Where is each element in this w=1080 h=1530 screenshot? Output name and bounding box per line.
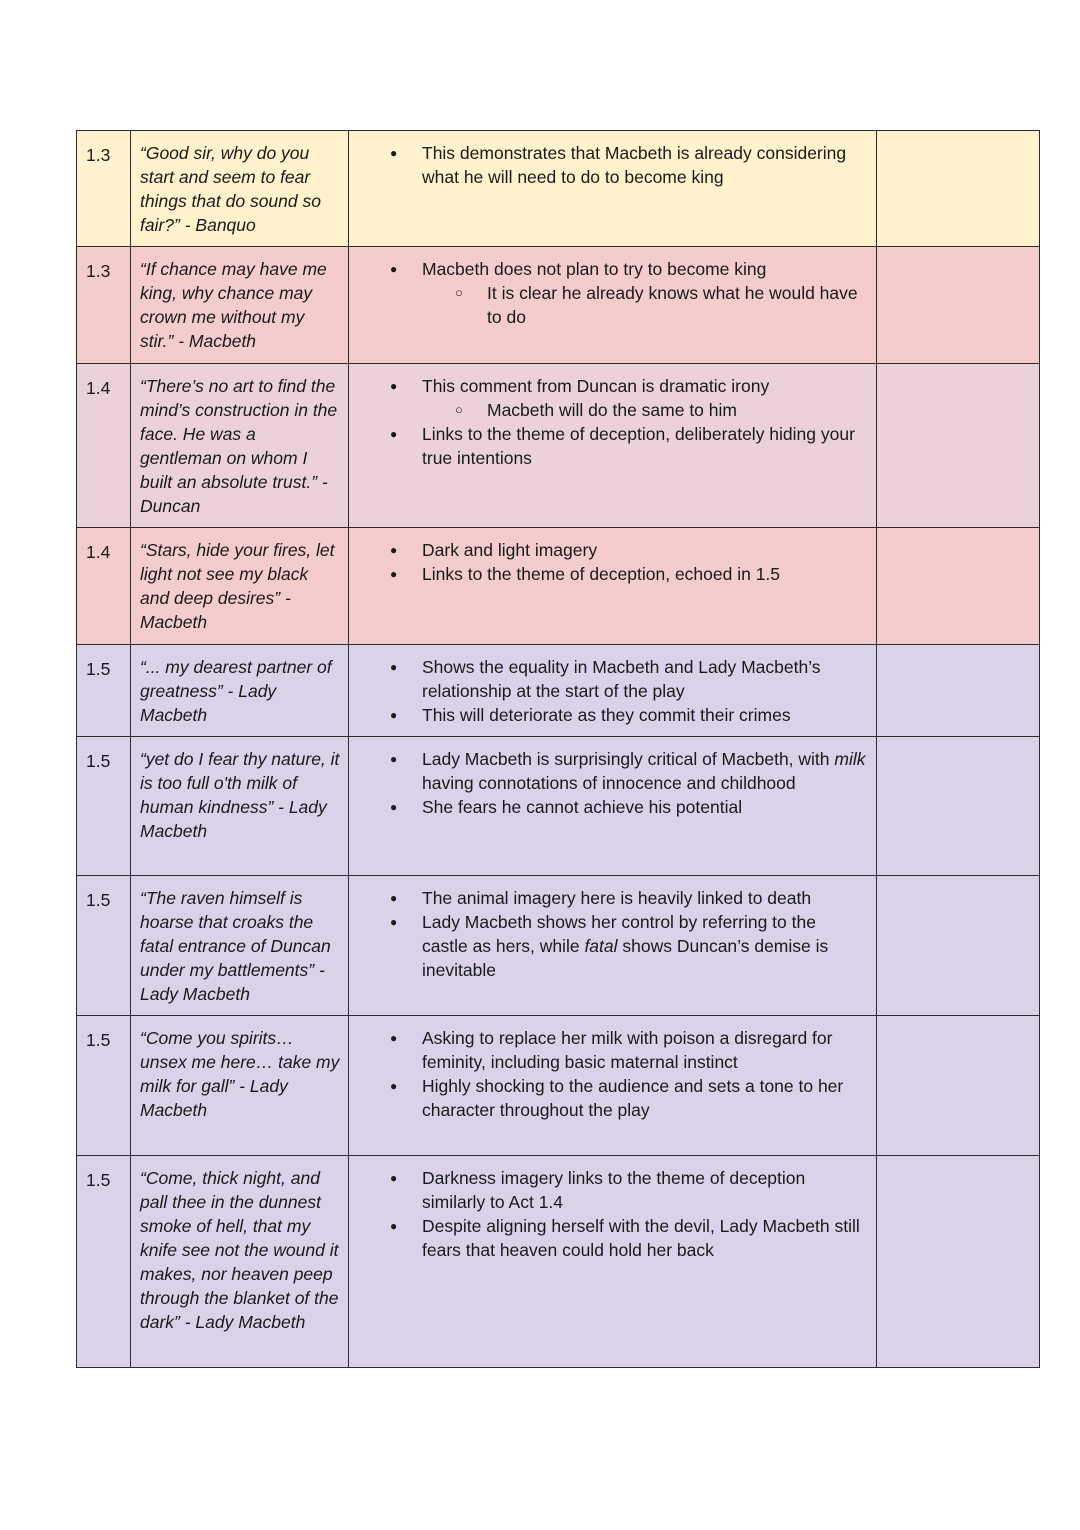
- analysis-bullet: [349, 422, 866, 470]
- bullet-text: Dark and light imagery: [422, 540, 598, 560]
- bullet-text: This demonstrates that Macbeth is already considering what he will need to do to become king: [422, 143, 847, 187]
- scene-cell: 1.3: [77, 247, 131, 364]
- sub-bullet-list: [422, 398, 866, 422]
- bullet-text: Despite aligning herself with the devil, Lady Macbeth still fears that heaven could hold her back: [422, 1216, 860, 1260]
- analysis-bullet: [349, 1026, 866, 1074]
- analysis-bullet: [349, 538, 866, 562]
- bullet-text: Lady Macbeth is surprisingly critical of Macbeth, with: [422, 749, 835, 769]
- empty-cell: [877, 247, 1040, 364]
- analysis-cell: [349, 1016, 877, 1156]
- empty-cell: [877, 737, 1040, 876]
- scene-cell: 1.3: [77, 131, 131, 247]
- analysis-bullet: [349, 141, 866, 189]
- analysis-bullet: [349, 374, 866, 422]
- empty-cell: [877, 1156, 1040, 1368]
- quote-cell: “The raven himself is hoarse that croaks the fatal entrance of Duncan under my battlements” - Lady Macbeth: [131, 876, 349, 1016]
- analysis-bullet-list: [349, 141, 866, 189]
- scene-cell: 1.5: [77, 737, 131, 876]
- quote-cell: “There’s no art to find the mind’s construction in the face. He was a gentleman on whom I built an absolute trust.” - Duncan: [131, 364, 349, 528]
- analysis-bullet-list: [349, 374, 866, 470]
- analysis-bullet-list: [349, 257, 866, 329]
- analysis-bullet: [349, 562, 866, 586]
- empty-cell: [877, 645, 1040, 737]
- bullet-text: Lady Macbeth shows her control by referring to the castle as hers, while: [422, 912, 816, 956]
- analysis-cell: [349, 247, 877, 364]
- table-row: [77, 737, 1040, 876]
- table-row: [77, 876, 1040, 1016]
- bullet-text: This will deteriorate as they commit their crimes: [422, 705, 791, 725]
- bullet-text: Macbeth does not plan to try to become king: [422, 259, 767, 279]
- analysis-bullet: [349, 1214, 866, 1262]
- emphasis-text: fatal: [584, 936, 618, 956]
- bullet-text: having connotations of innocence and childhood: [422, 773, 796, 793]
- analysis-bullet-list: [349, 655, 866, 727]
- bullet-text: shows Duncan’s demise is inevitable: [422, 936, 829, 980]
- table-row: [77, 247, 1040, 364]
- scene-cell: 1.5: [77, 1156, 131, 1368]
- table-row: [77, 1016, 1040, 1156]
- bullet-text: Links to the theme of deception, deliberately hiding your true intentions: [422, 424, 855, 468]
- table-row: [77, 645, 1040, 737]
- quote-cell: “Come you spirits… unsex me here… take my milk for gall” - Lady Macbeth: [131, 1016, 349, 1156]
- analysis-bullet-list: [349, 538, 866, 586]
- scene-cell: 1.5: [77, 1016, 131, 1156]
- bullet-text: The animal imagery here is heavily linked to death: [422, 888, 812, 908]
- table-row: [77, 131, 1040, 247]
- empty-cell: [877, 1016, 1040, 1156]
- empty-cell: [877, 364, 1040, 528]
- sub-bullet-list: [422, 281, 866, 329]
- table-row: [77, 364, 1040, 528]
- quote-cell: “If chance may have me king, why chance may crown me without my stir.” - Macbeth: [131, 247, 349, 364]
- analysis-bullet-list: [349, 886, 866, 982]
- bullet-text: Highly shocking to the audience and sets a tone to her character throughout the play: [422, 1076, 844, 1120]
- quote-cell: “... my dearest partner of greatness” - Lady Macbeth: [131, 645, 349, 737]
- emphasis-text: milk: [834, 749, 866, 769]
- bullet-text: Shows the equality in Macbeth and Lady Macbeth’s relationship at the start of the play: [422, 657, 821, 701]
- table-row: [77, 1156, 1040, 1368]
- empty-cell: [877, 131, 1040, 247]
- table-row: [77, 528, 1040, 645]
- analysis-cell: [349, 1156, 877, 1368]
- bullet-text: Links to the theme of deception, echoed in 1.5: [422, 564, 781, 584]
- analysis-cell: [349, 645, 877, 737]
- quote-analysis-table: [76, 130, 1040, 1368]
- analysis-cell: [349, 131, 877, 247]
- analysis-bullet-list: [349, 747, 866, 819]
- scene-cell: 1.5: [77, 876, 131, 1016]
- analysis-cell: [349, 364, 877, 528]
- bullet-text: Darkness imagery links to the theme of deception similarly to Act 1.4: [422, 1168, 806, 1212]
- bullet-text: Asking to replace her milk with poison a disregard for feminity, including basic maternal instinct: [422, 1028, 833, 1072]
- analysis-bullet: [349, 886, 866, 910]
- analysis-bullet: [349, 655, 866, 703]
- table-body: [77, 131, 1040, 1368]
- analysis-bullet-list: [349, 1026, 866, 1122]
- sub-bullet: ○ It is clear he already knows what he would have to do: [349, 281, 866, 329]
- analysis-bullet: [349, 703, 866, 727]
- analysis-cell: [349, 876, 877, 1016]
- quote-cell: “yet do I fear thy nature, it is too full o'th milk of human kindness” - Lady Macbeth: [131, 737, 349, 876]
- scene-cell: 1.4: [77, 528, 131, 645]
- analysis-bullet: [349, 747, 866, 795]
- scene-cell: 1.4: [77, 364, 131, 528]
- quote-cell: “Stars, hide your fires, let light not see my black and deep desires” - Macbeth: [131, 528, 349, 645]
- bullet-text: This comment from Duncan is dramatic irony: [422, 376, 770, 396]
- empty-cell: [877, 876, 1040, 1016]
- analysis-bullet: [349, 1166, 866, 1214]
- scene-cell: 1.5: [77, 645, 131, 737]
- empty-cell: [877, 528, 1040, 645]
- analysis-cell: [349, 528, 877, 645]
- analysis-cell: [349, 737, 877, 876]
- analysis-bullet: [349, 910, 866, 982]
- bullet-text: She fears he cannot achieve his potential: [422, 797, 743, 817]
- analysis-bullet: [349, 257, 866, 329]
- analysis-bullet: [349, 1074, 866, 1122]
- analysis-bullet: [349, 795, 866, 819]
- quote-cell: “Good sir, why do you start and seem to fear things that do sound so fair?” - Banquo: [131, 131, 349, 247]
- sub-bullet: ○ Macbeth will do the same to him: [349, 398, 866, 422]
- quote-cell: “Come, thick night, and pall thee in the dunnest smoke of hell, that my knife see not the wound it makes, nor heaven peep through the blanket of the dark” - Lady Macbeth: [131, 1156, 349, 1368]
- analysis-bullet-list: [349, 1166, 866, 1262]
